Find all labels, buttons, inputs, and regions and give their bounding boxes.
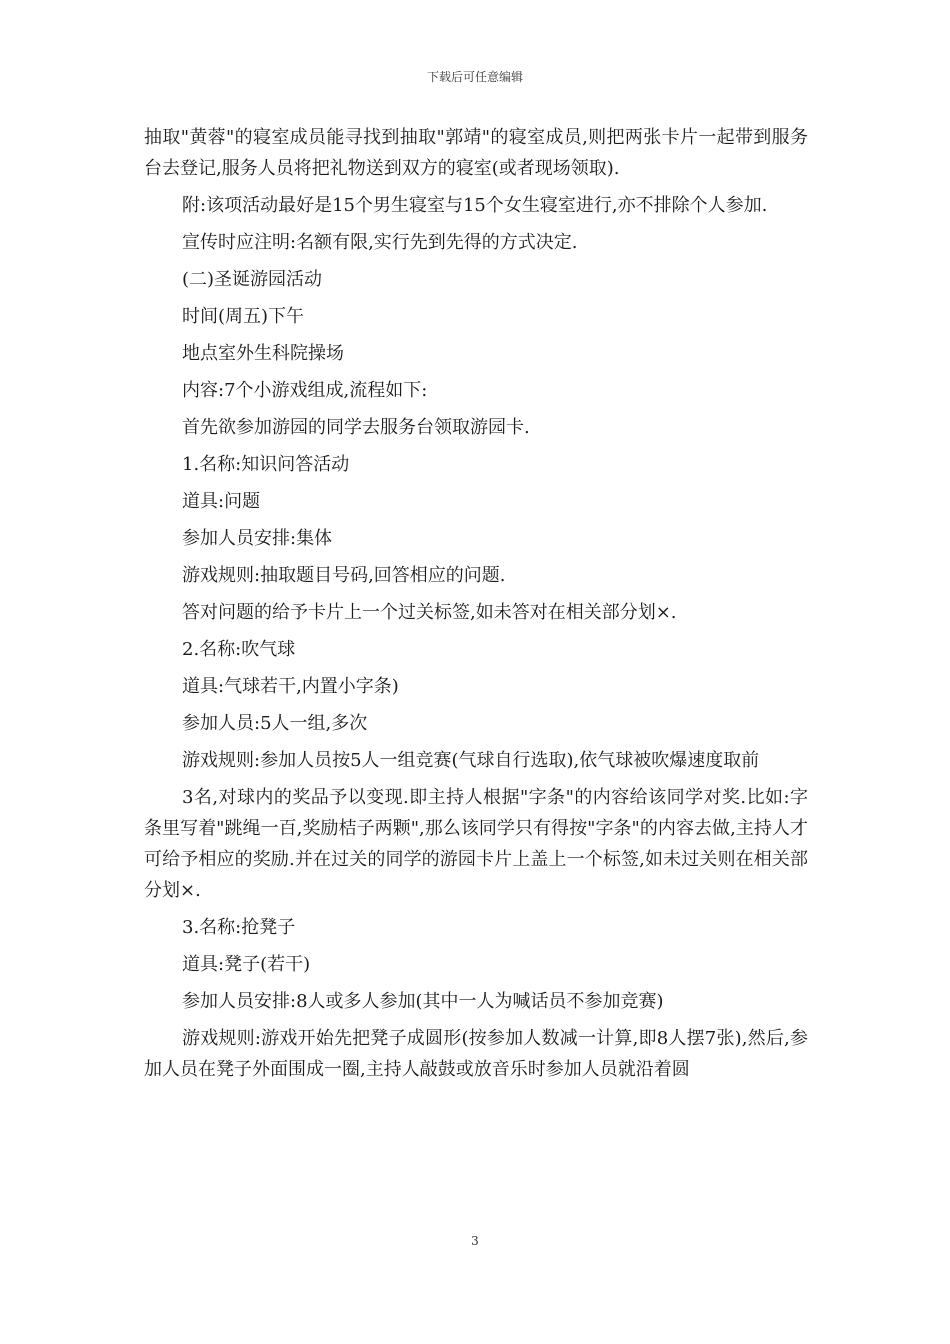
paragraph-10: 道具:问题 <box>182 491 261 512</box>
paragraph-20: 道具:凳子(若干) <box>182 954 311 975</box>
paragraph-14: 2.名称:吹气球 <box>182 639 296 660</box>
paragraph-6: 地点室外生科院操场 <box>182 343 344 364</box>
paragraph-2: 附:该项活动最好是15个男生寝室与15个女生寝室进行,亦不排除个人参加. <box>182 195 768 216</box>
paragraph-18: 3名,对球内的奖品予以变现.即主持人根据"字条"的内容给该同学对奖.比如:字条里写着"跳绳一百,奖励桔子两颗",那么该同学只有得按"字条"的内容去做,主持人才可给予相应的奖励.并在过关的同学的游园卡片上盖上一个标签,如未过关则在相关部分划×. <box>144 787 808 901</box>
paragraph-21: 参加人员安排:8人或多人参加(其中一人为喊话员不参加竞赛) <box>182 991 664 1012</box>
page-header: 下载后可任意编辑 <box>426 70 523 84</box>
paragraph-12: 游戏规则:抽取题目号码,回答相应的问题. <box>182 565 506 586</box>
paragraph-11: 参加人员安排:集体 <box>182 528 333 549</box>
paragraph-19: 3.名称:抢凳子 <box>182 917 296 938</box>
page-number: 3 <box>471 1234 479 1248</box>
paragraph-4: (二)圣诞游园活动 <box>182 269 323 290</box>
paragraph-3: 宣传时应注明:名额有限,实行先到先得的方式决定. <box>182 232 578 253</box>
paragraph-8: 首先欲参加游园的同学去服务台领取游园卡. <box>182 417 530 438</box>
paragraph-17: 游戏规则:参加人员按5人一组竞赛(气球自行选取),依气球被吹爆速度取前 <box>182 750 760 771</box>
document-body <box>144 122 808 1091</box>
paragraph-5: 时间(周五)下午 <box>182 306 305 327</box>
paragraph-7: 内容:7个小游戏组成,流程如下: <box>182 380 428 401</box>
paragraph-15: 道具:气球若干,内置小字条) <box>182 676 399 697</box>
paragraph-13: 答对问题的给予卡片上一个过关标签,如未答对在相关部分划×. <box>182 602 677 623</box>
paragraph-1: 抽取"黄蓉"的寝室成员能寻找到抽取"郭靖"的寝室成员,则把两张卡片一起带到服务台去登记,服务人员将把礼物送到双方的寝室(或者现场领取). <box>144 127 808 179</box>
paragraph-16: 参加人员:5人一组,多次 <box>182 713 368 734</box>
paragraph-9: 1.名称:知识问答活动 <box>182 454 350 475</box>
paragraph-22: 游戏规则:游戏开始先把凳子成圆形(按参加人数减一计算,即8人摆7张),然后,参加人员在凳子外面围成一圈,主持人敲鼓或放音乐时参加人员就沿着圆 <box>144 1028 808 1080</box>
